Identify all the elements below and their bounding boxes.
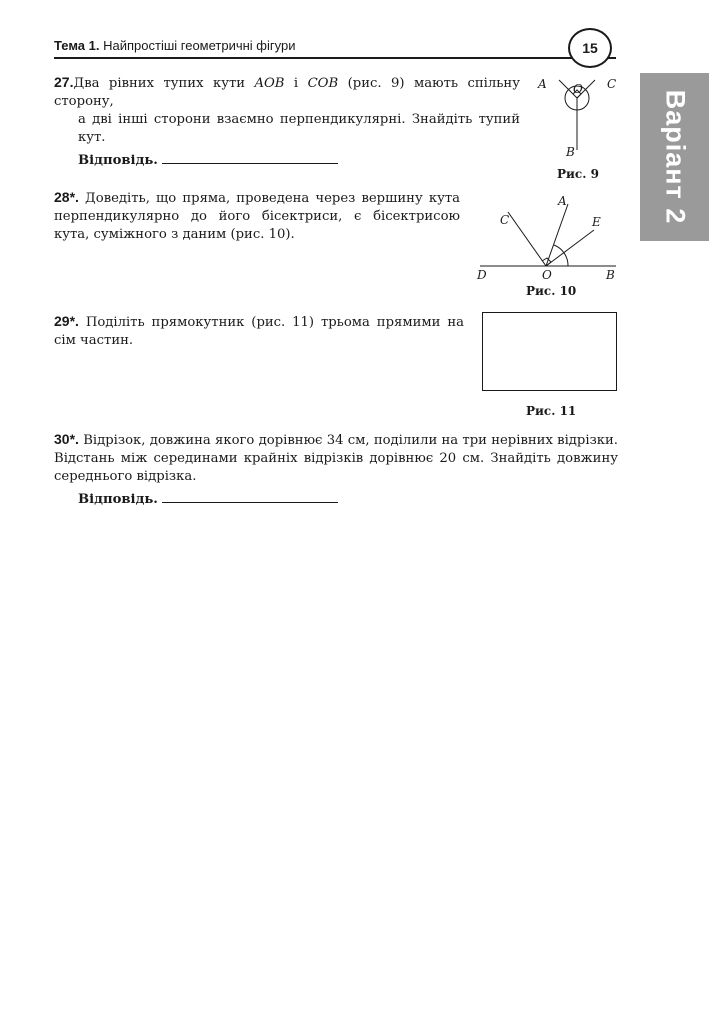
ray-oa <box>546 204 568 266</box>
answer-row <box>54 490 618 509</box>
task-27-part2: (рис. 9) мають спільну сторону, <box>54 76 520 109</box>
topic-title: Найпростіші геометричні фігури <box>103 38 296 53</box>
task-27-text <box>54 73 520 147</box>
task-27-rest: а дві інші сторони взаємно перпендикулярні. Знайдіть тупий кут. <box>78 112 520 145</box>
label-e: E <box>592 215 601 229</box>
task-27-and: і <box>284 76 308 91</box>
answer-blank[interactable] <box>162 151 338 164</box>
task-29 <box>54 312 464 350</box>
answer-row <box>54 151 520 170</box>
task-number: 29*. <box>54 313 79 329</box>
task-28 <box>54 188 460 244</box>
label-b: B <box>566 145 575 159</box>
caption-fig10: Рис. 10 <box>526 284 577 298</box>
task-30-text <box>54 430 618 486</box>
task-number: 30*. <box>54 431 79 447</box>
task-number: 27. <box>54 74 74 90</box>
label-c: C <box>500 213 510 227</box>
label-o: O <box>573 82 583 96</box>
angle-aob: AOB <box>254 76 285 91</box>
variant-tab <box>640 73 709 241</box>
task-28-text: Доведіть, що пряма, проведена через вершину кута перпендикулярно до його бісектриси, є бісектрисою кута, суміжного з даним (рис. 10). <box>54 191 460 242</box>
caption-fig11: Рис. 11 <box>526 404 577 418</box>
figure-11-rectangle <box>482 312 617 391</box>
task-29-text: Поділіть прямокутник (рис. 11) трьома прямими на сім частин. <box>54 315 464 348</box>
label-o: O <box>542 268 552 282</box>
label-d: D <box>477 268 487 282</box>
header-title <box>54 38 295 53</box>
figure-10 <box>474 190 624 286</box>
task-30 <box>54 430 618 509</box>
task-27 <box>54 73 520 170</box>
ray-oc <box>508 212 546 266</box>
ray-oe <box>546 230 594 266</box>
page-number: 15 <box>568 28 612 68</box>
topic-label: Тема 1. <box>54 38 100 53</box>
answer-label: Відповідь. <box>78 153 158 168</box>
task-27-part: Два рівних тупих кути <box>73 76 255 91</box>
caption-fig9: Рис. 9 <box>557 167 599 181</box>
label-a: A <box>558 194 567 208</box>
task-30-body: Відрізок, довжина якого дорівнює 34 см, поділили на три нерівних відрізки. Відстань між серединами крайніх відрізків дорівнює 20 см. Знайдіть довжину середнього відрізка. <box>54 433 618 484</box>
variant-label: Варіант 2 <box>660 89 690 225</box>
answer-blank[interactable] <box>162 490 338 503</box>
header-rule <box>54 57 616 59</box>
answer-label: Відповідь. <box>78 492 158 507</box>
page-header <box>54 38 616 58</box>
angle-arc <box>554 245 568 266</box>
figure-9 <box>530 70 625 165</box>
label-c: C <box>607 77 617 91</box>
task-number: 28*. <box>54 189 79 205</box>
label-a: A <box>538 77 547 91</box>
angle-cob: COB <box>307 76 339 91</box>
label-b: B <box>606 268 615 282</box>
